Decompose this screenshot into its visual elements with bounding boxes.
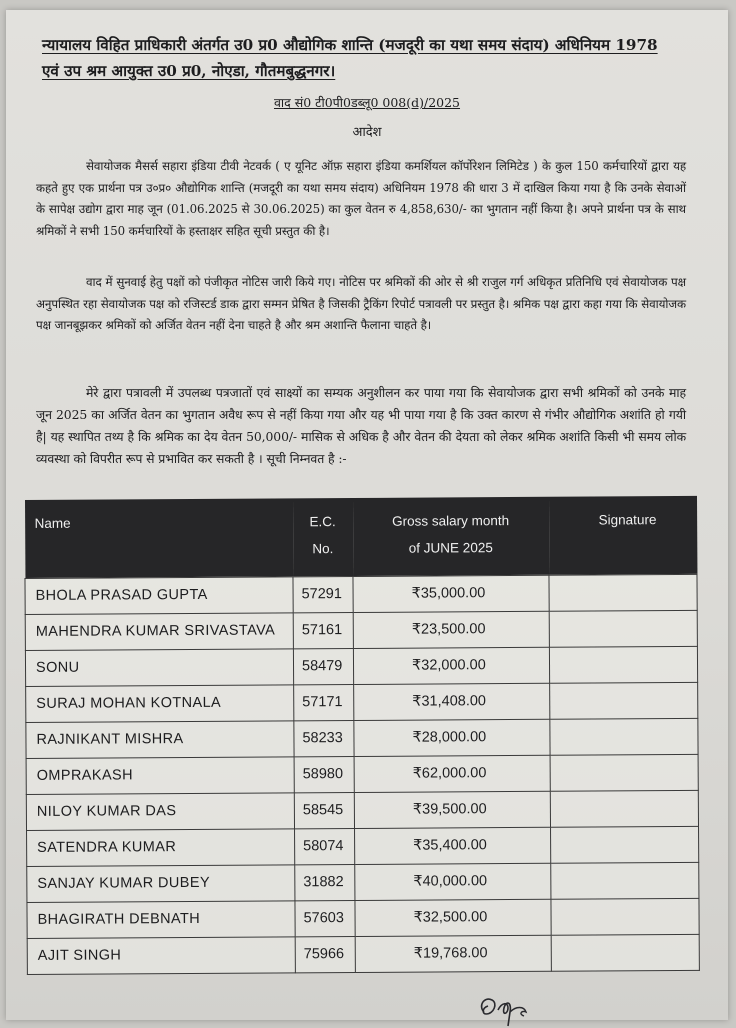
table-row [27, 826, 699, 866]
employee-name: SATENDRA KUMAR [27, 828, 295, 866]
signature-cell [549, 646, 697, 683]
signature-cell [550, 754, 698, 791]
paragraph-hearing: वाद में सुनवाई हेतु पक्षों को पंजीकृत नोटिस जारी किये गए। नोटिस पर श्रमिकों की ओर से श्री राजुल गर्ग अधिकृत प्रतिनिधि एवं सेवायोजक पक्ष अनुपस्थित रहा सेवायोजक पक्ष को रजिस्टर्ड डाक द्वारा सम्मन प्रेषित है जिसकी ट्रैकिंग रिपोर्ट पत्रावली पर प्रस्तुत है। श्रमिक पक्ष द्वारा कहा गया कि सेवायोजक पक्ष जानबूझकर श्रमिकों को अर्जित वेतन नहीं देना चाहते है और श्रम अशान्ति फैलाना चाहते है। [36, 275, 686, 332]
employee-name: BHAGIRATH DEBNATH [27, 900, 295, 938]
table-row [27, 934, 699, 974]
employee-salary: ₹35,400.00 [355, 827, 551, 864]
table-row [26, 790, 698, 830]
employee-ec-no: 57603 [295, 900, 355, 936]
employee-name: SURAJ MOHAN KOTNALA [26, 684, 294, 722]
signature-cell [551, 862, 699, 899]
employee-name: BHOLA PRASAD GUPTA [25, 576, 293, 614]
salary-header-line1: Gross salary month [392, 513, 510, 529]
employee-salary: ₹62,000.00 [354, 755, 550, 792]
ec-header-line1: E.C. [309, 514, 336, 530]
order-heading: आदेश [352, 125, 382, 140]
court-title: न्यायालय विहित प्राधिकारी अंतर्गत उ0 प्र0 औद्योगिक शान्ति (मजदूरी का यथा समय संदाय) अधिनियम 1978 एवं उप श्रम आयुक्त उ0 प्र0, नोएडा, गौतमबुद्धनगर। [42, 36, 658, 80]
order-document [6, 10, 728, 1020]
employee-ec-no: 57291 [293, 576, 353, 612]
signature-cell [551, 898, 699, 935]
table-row [26, 754, 698, 794]
signature-cell [550, 718, 698, 755]
signature-cell [549, 610, 697, 647]
employee-salary: ₹35,000.00 [353, 575, 549, 612]
table-row [25, 646, 697, 686]
employee-salary: ₹31,408.00 [354, 683, 550, 720]
employee-ec-no: 58980 [294, 756, 354, 792]
employee-name: SONU [25, 648, 293, 686]
table-row [26, 682, 698, 722]
table-row [25, 610, 697, 650]
signature-cell [550, 682, 698, 719]
employee-ec-no: 58545 [294, 792, 354, 828]
signature-cell [551, 826, 699, 863]
employee-salary-table [24, 496, 700, 975]
column-header-ec-no [292, 498, 352, 576]
employee-salary: ₹32,000.00 [353, 647, 549, 684]
employee-name: SANJAY KUMAR DUBEY [27, 864, 295, 902]
employee-ec-no: 31882 [295, 864, 355, 900]
employee-name: NILOY KUMAR DAS [26, 792, 294, 830]
signature-cell [551, 934, 699, 971]
employee-salary: ₹39,500.00 [354, 791, 550, 828]
paragraph-application: सेवायोजक मैसर्स सहारा इंडिया टीवी नेटवर्क ( ए यूनिट ऑफ़ सहारा इंडिया कमर्शियल कॉर्पोरेशन लिमिटेड ) के कुल 150 कर्मचारियों द्वारा यह कहते हुए एक प्रार्थना पत्र उ०प्र० औद्योगिक शान्ति (मजदूरी का यथा समय संदाय) अधिनियम 1978 की धारा 3 में दाखिल किया गया है कि उनके सेवाओं के सापेक्ष उद्योग द्वारा माह जून (01.06.2025 से 30.06.2025) का कुल वेतन रु 4,858,630/- का भुगतान नहीं किया है। अपने प्रार्थना पत्र के साथ श्रमिकों ने सभी 150 कर्मचारियों के हस्ताक्षर सहित सूची प्रस्तुत की है। [36, 159, 686, 238]
employee-ec-no: 57171 [294, 684, 354, 720]
column-header-gross-salary [352, 497, 548, 576]
employee-name: MAHENDRA KUMAR SRIVASTAVA [25, 612, 293, 650]
ec-header-line2: No. [312, 541, 334, 557]
handwritten-signature-icon [474, 988, 544, 1028]
employee-ec-no: 58479 [293, 648, 353, 684]
case-number: वाद सं0 टी0पी0डब्लू0 008(d)/2025 [273, 95, 461, 110]
paragraph-findings: मेरे द्वारा पत्रावली में उपलब्ध पत्रजातों एवं साक्ष्यों का सम्यक अनुशीलन कर पाया गया कि सेवायोजक द्वारा सभी श्रमिकों को उनके माह जून 2025 का अर्जित वेतन का भुगतान अवैध रूप से नहीं किया गया और यह भी पाया गया है कि उक्त कारण से गंभीर औद्योगिक अशांति हो गयी है| यह स्थापित तथ्य है कि श्रमिक का देय वेतन 50,000/- मासिक से अधिक है और वेतन की देयता को लेकर श्रमिक अशांति किसी भी समय लोक व्यवस्था को विपरीत रूप से प्रभावित कर सकती है । सूची निम्नवत है :- [36, 385, 686, 466]
employee-name: OMPRAKASH [26, 756, 294, 794]
employee-ec-no: 75966 [295, 936, 355, 972]
table-row [27, 862, 699, 902]
employee-ec-no: 58074 [295, 828, 355, 864]
employee-salary: ₹40,000.00 [355, 863, 551, 900]
employee-salary: ₹19,768.00 [355, 935, 551, 972]
signature-cell [549, 574, 697, 611]
employee-name: AJIT SINGH [27, 936, 295, 974]
table-row [26, 718, 698, 758]
employee-name: RAJNIKANT MISHRA [26, 720, 294, 758]
table-row [25, 574, 697, 614]
salary-header-line2: of JUNE 2025 [408, 540, 493, 556]
column-header-name: Name [24, 498, 292, 578]
employee-salary: ₹28,000.00 [354, 719, 550, 756]
column-header-signature: Signature [548, 496, 696, 575]
employee-salary: ₹23,500.00 [353, 611, 549, 648]
employee-salary: ₹32,500.00 [355, 899, 551, 936]
table-header-row [24, 496, 696, 578]
table-row [27, 898, 699, 938]
employee-ec-no: 57161 [293, 612, 353, 648]
employee-ec-no: 58233 [294, 720, 354, 756]
signature-cell [550, 790, 698, 827]
